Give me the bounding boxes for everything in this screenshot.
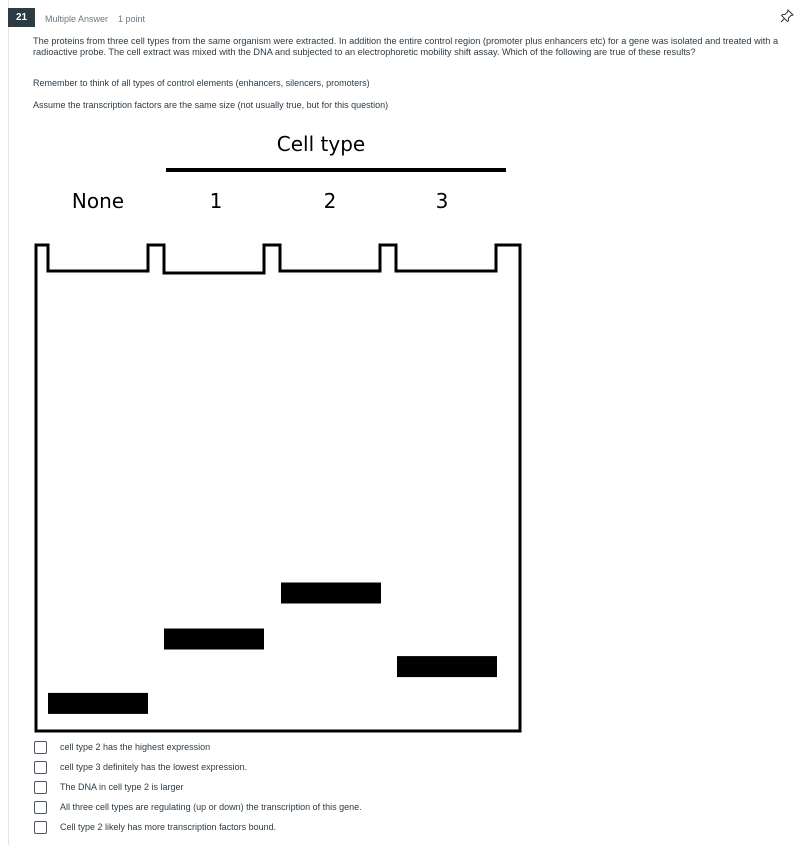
- answer-checkbox[interactable]: [34, 761, 47, 774]
- answer-option[interactable]: [34, 799, 362, 815]
- lane-label: 3: [435, 189, 449, 213]
- answer-option[interactable]: [34, 759, 248, 775]
- question-stem: The proteins from three cell types from the same organism were extracted. In addition the entire control region (promoter plus enhancers etc) for a gene was isolated and treated with a radioactive probe. The cell extract was mixed with the DNA and subjected to an electrophoretic mobility shift assay. Which of the following are true of these results?: [33, 36, 779, 57]
- lane-label: 1: [209, 189, 223, 213]
- lane-label: None: [71, 189, 125, 213]
- answer-checkbox[interactable]: [34, 741, 47, 754]
- lane-label: 2: [323, 189, 337, 213]
- gel-band: [48, 693, 148, 714]
- gel-band: [397, 656, 497, 677]
- emsa-gel-figure: [0, 125, 560, 735]
- answer-option[interactable]: [34, 819, 277, 835]
- question-note-factor-size: Assume the transcription factors are the same size (not usually true, but for this question): [33, 100, 389, 110]
- answer-label: cell type 3 definitely has the lowest expression.: [60, 762, 248, 772]
- answer-label: All three cell types are regulating (up or down) the transcription of this gene.: [60, 802, 362, 812]
- question-type: Multiple Answer: [45, 14, 109, 24]
- answer-checkbox[interactable]: [34, 821, 47, 834]
- gel-band: [164, 629, 264, 650]
- answer-label: The DNA in cell type 2 is larger: [60, 782, 184, 792]
- question-number: 21: [8, 8, 35, 27]
- answer-checkbox[interactable]: [34, 781, 47, 794]
- cell-type-header: Cell type: [276, 132, 366, 156]
- answer-option[interactable]: [34, 779, 184, 795]
- question-note-control-elements: Remember to think of all types of control elements (enhancers, silencers, promoters): [33, 78, 370, 88]
- answer-option[interactable]: [34, 739, 211, 755]
- answer-label: cell type 2 has the highest expression: [60, 742, 211, 752]
- answer-label: Cell type 2 likely has more transcription factors bound.: [60, 822, 277, 832]
- gel-band: [281, 583, 381, 604]
- question-points: 1 point: [118, 14, 146, 24]
- answer-checkbox[interactable]: [34, 801, 47, 814]
- pin-icon[interactable]: [780, 9, 794, 23]
